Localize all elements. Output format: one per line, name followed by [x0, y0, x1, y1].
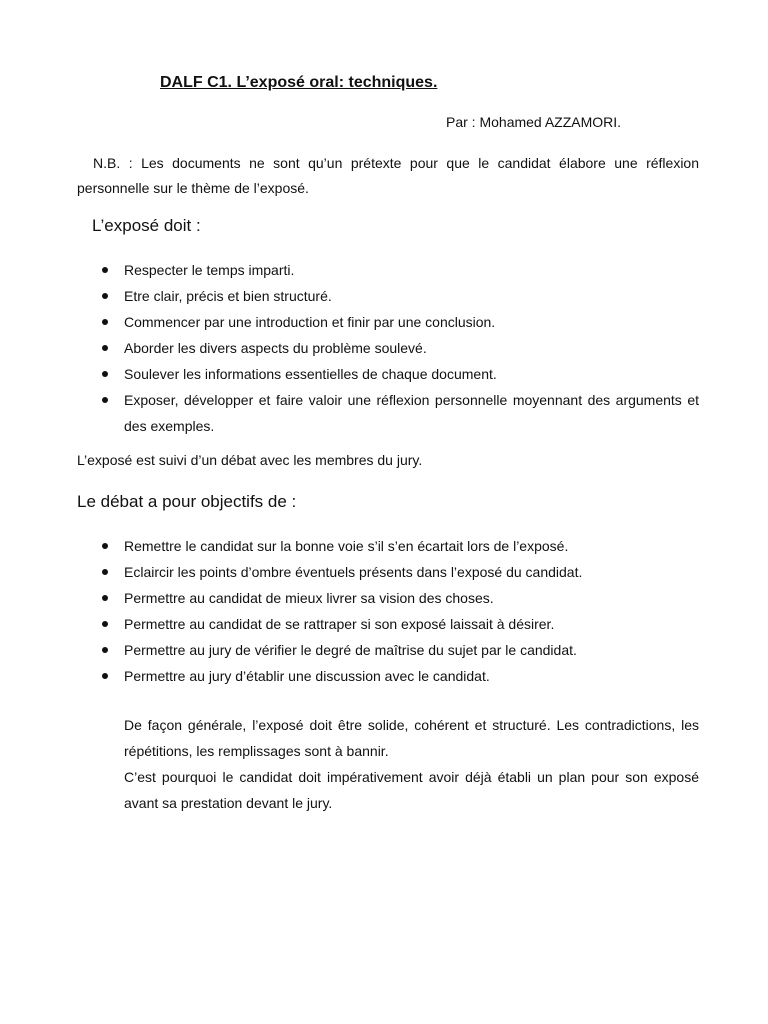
list-item-text: Permettre au candidat de se rattraper si son exposé laissait à désirer. — [124, 616, 555, 632]
bullet-icon — [102, 647, 108, 653]
document-title: DALF C1. L’exposé oral: techniques. — [160, 74, 438, 91]
list-item-text: Remettre le candidat sur la bonne voie s’il s’en écartait lors de l’exposé. — [124, 538, 569, 554]
list-item — [100, 559, 699, 585]
list-item — [100, 283, 699, 309]
list-item — [100, 257, 699, 283]
list-item — [100, 309, 699, 335]
list-item — [100, 387, 699, 439]
expose-requirements-list — [100, 257, 699, 439]
debate-intro: L’exposé est suivi d’un débat avec les membres du jury. — [77, 452, 423, 468]
bullet-icon — [102, 371, 108, 377]
list-item-text: Soulever les informations essentielles de chaque document. — [124, 366, 497, 382]
bullet-icon — [102, 345, 108, 351]
section-heading-expose: L’exposé doit : — [92, 216, 201, 235]
section-heading-debat: Le débat a pour objectifs de : — [77, 492, 297, 511]
list-item-text: Exposer, développer et faire valoir une réflexion personnelle moyennant des arguments et des exemples. — [124, 392, 699, 434]
list-item-text: Permettre au jury d’établir une discussion avec le candidat. — [124, 668, 490, 684]
list-item-text: Permettre au candidat de mieux livrer sa vision des choses. — [124, 590, 494, 606]
list-item — [100, 335, 699, 361]
bullet-icon — [102, 673, 108, 679]
conclusion-paragraph: De façon générale, l’exposé doit être solide, cohérent et structuré. Les contradictions, les répétitions, les remplissages sont à bannir. — [124, 717, 699, 759]
debate-objectives-list — [100, 533, 699, 689]
conclusion-block — [124, 712, 699, 816]
list-item-text: Respecter le temps imparti. — [124, 262, 295, 278]
bullet-icon — [102, 621, 108, 627]
list-item — [100, 611, 699, 637]
list-item — [100, 637, 699, 663]
bullet-icon — [102, 569, 108, 575]
list-item-text: Etre clair, précis et bien structuré. — [124, 288, 332, 304]
bullet-icon — [102, 595, 108, 601]
list-item-text: Eclaircir les points d’ombre éventuels présents dans l’exposé du candidat. — [124, 564, 583, 580]
list-item — [100, 361, 699, 387]
bullet-icon — [102, 293, 108, 299]
conclusion-paragraph: C’est pourquoi le candidat doit impérativement avoir déjà établi un plan pour son exposé avant sa prestation devant le jury. — [124, 769, 699, 811]
nb-note: N.B. : Les documents ne sont qu’un prétexte pour que le candidat élabore une réflexion personnelle sur le thème de l’exposé. — [77, 155, 699, 196]
list-item — [100, 663, 699, 689]
bullet-icon — [102, 267, 108, 273]
bullet-icon — [102, 397, 108, 403]
author-line: Par : Mohamed AZZAMORI. — [446, 114, 622, 130]
list-item — [100, 533, 699, 559]
bullet-icon — [102, 543, 108, 549]
list-item-text: Aborder les divers aspects du problème soulevé. — [124, 340, 427, 356]
list-item — [100, 585, 699, 611]
bullet-icon — [102, 319, 108, 325]
list-item-text: Commencer par une introduction et finir par une conclusion. — [124, 314, 496, 330]
list-item-text: Permettre au jury de vérifier le degré de maîtrise du sujet par le candidat. — [124, 642, 577, 658]
